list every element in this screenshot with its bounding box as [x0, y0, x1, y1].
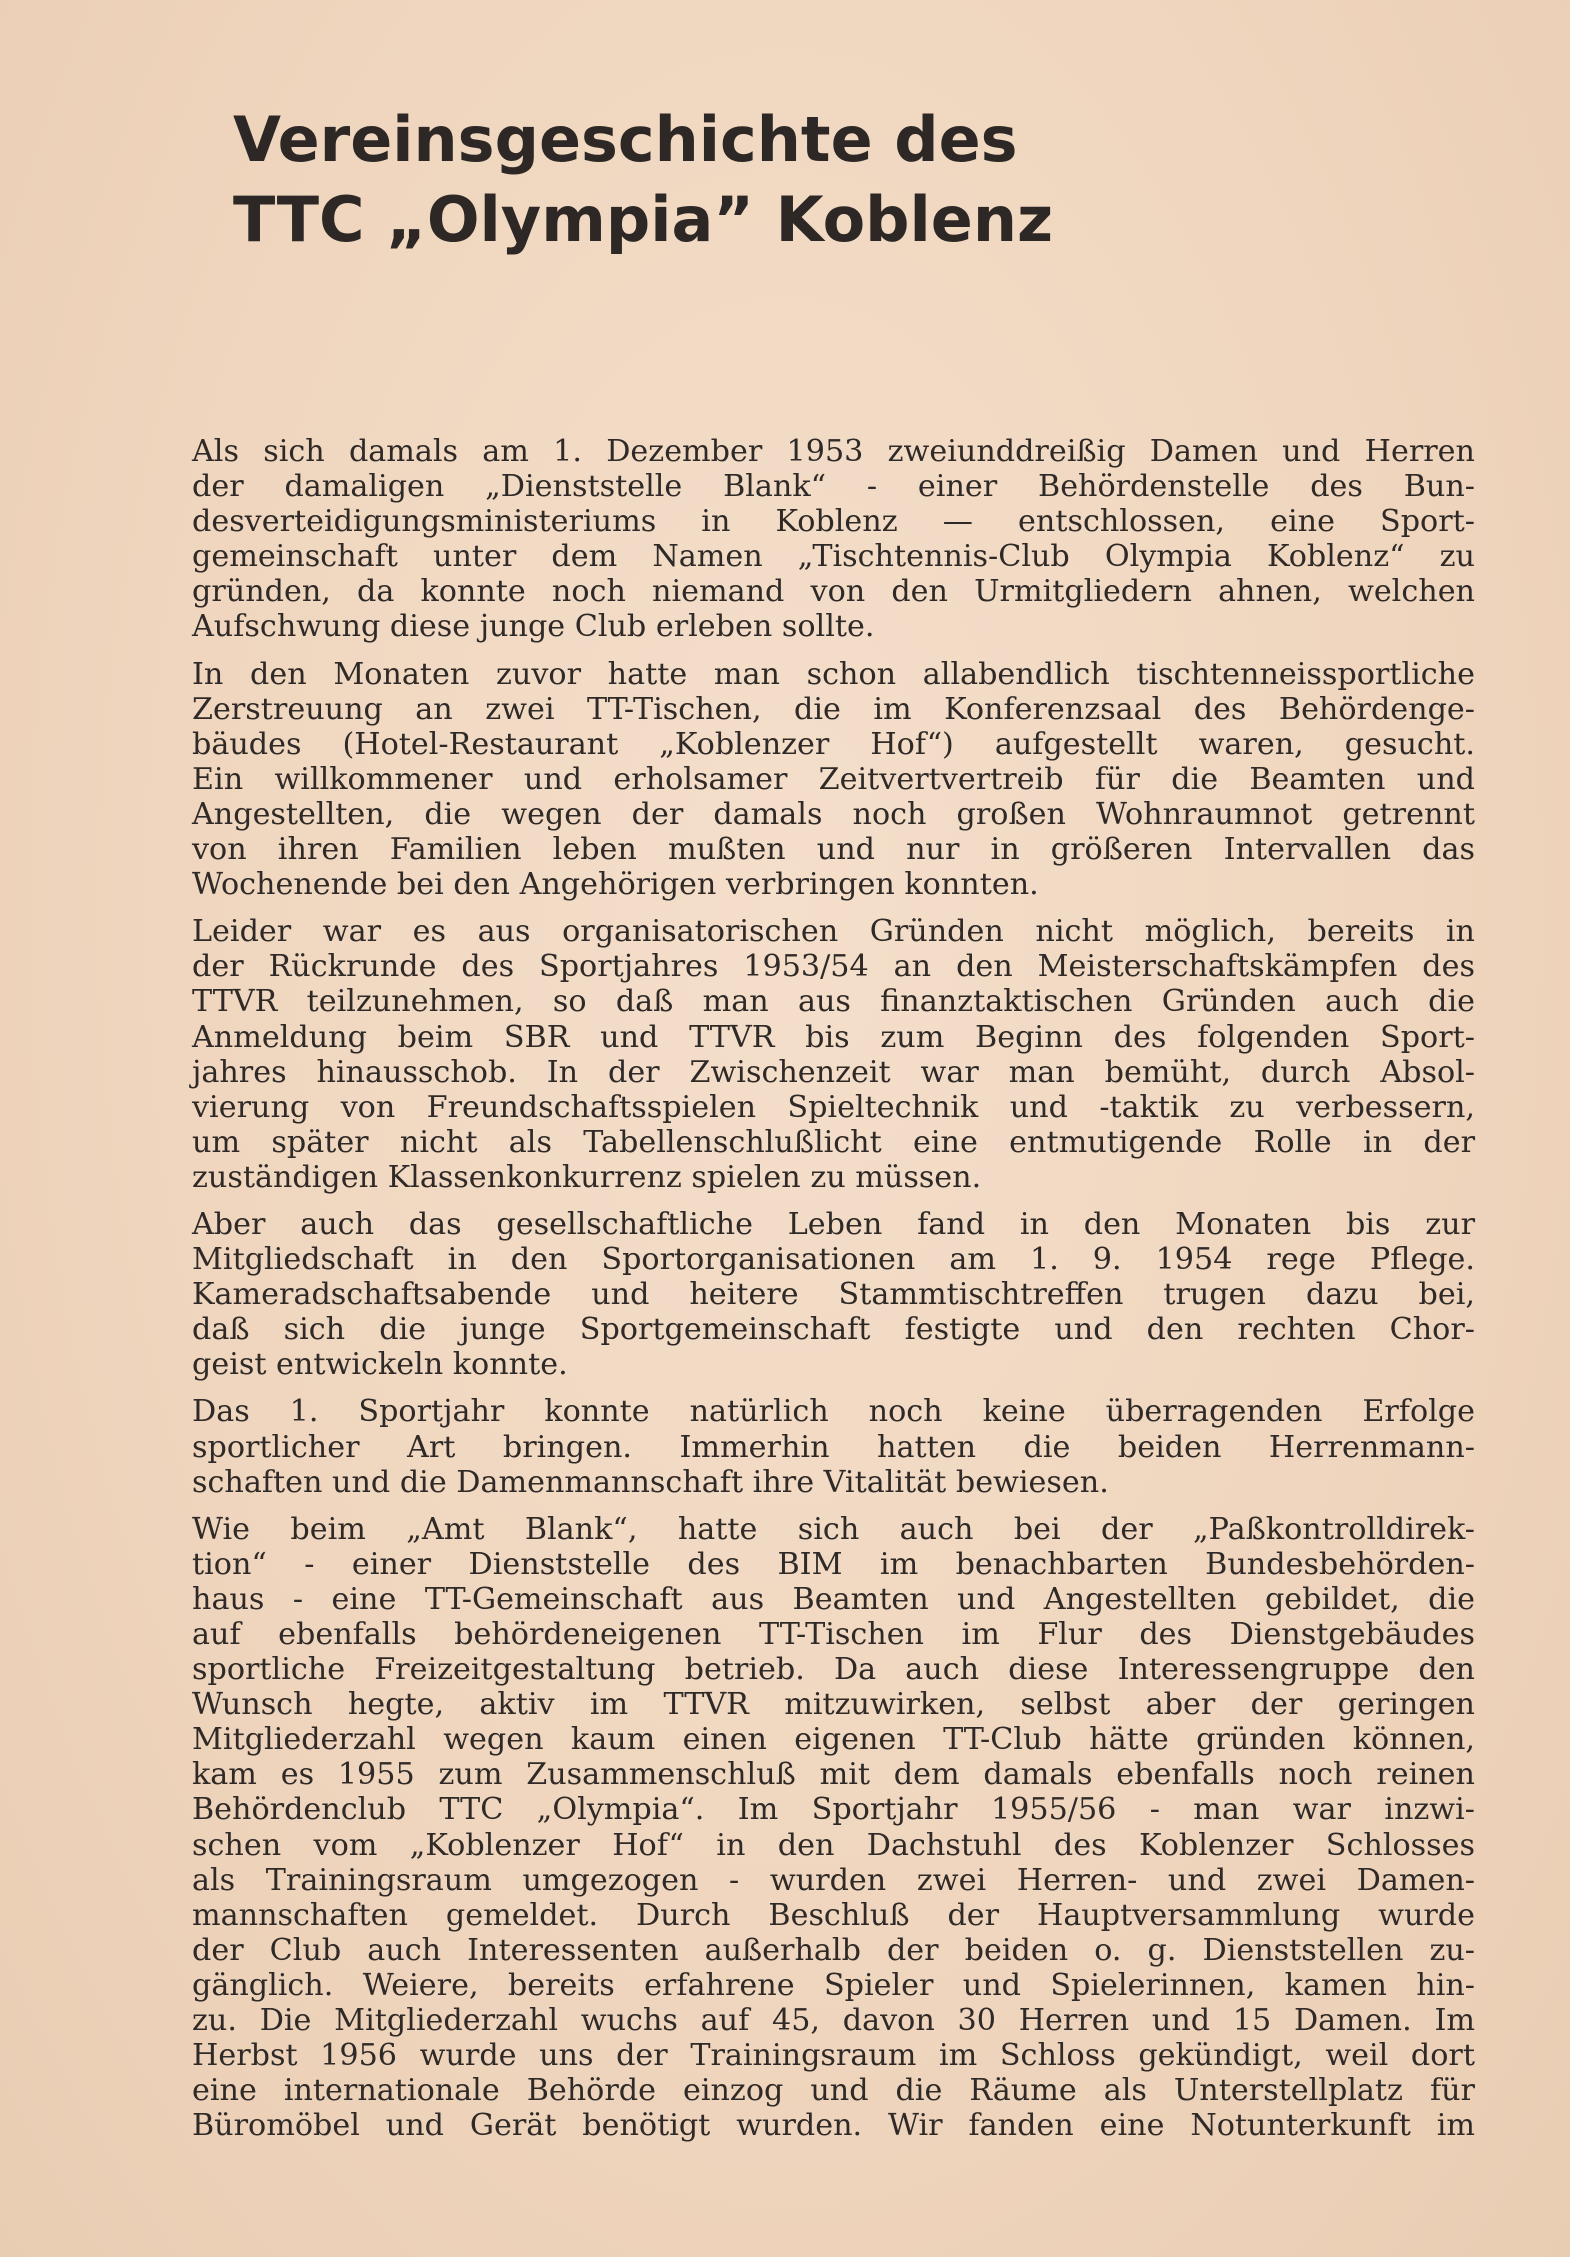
title-line-1: Vereinsgeschichte des [233, 103, 1018, 176]
text-line: auf ebenfalls behördeneigenen TT-Tischen im Flur des Dienstgebäudes [192, 1617, 1475, 1652]
article-body [192, 434, 1475, 2155]
text-line: tion“ - einer Dienststelle des BIM im benachbarten Bundesbehörden- [192, 1546, 1475, 1582]
text-line: sportliche Freizeitgestaltung betrieb. Da auch diese Interessengruppe den [192, 1652, 1475, 1688]
text-line: Wie beim „Amt Blank“, hatte sich auch bei der „Paßkontrolldirek- [192, 1511, 1475, 1547]
text-line: haus - eine TT-Gemeinschaft aus Beamten und Angestellten gebildet, die [192, 1581, 1475, 1617]
text-line: Angestellten, die wegen der damals noch großen Wohnraumnot getrennt [192, 796, 1475, 832]
text-line: Leider war es aus organisatorischen Gründen nicht möglich, bereits in [192, 914, 1475, 950]
text-line: Ein willkommener und erholsamer Zeitvertvertreib für die Beamten und [192, 761, 1475, 797]
text-line: gänglich. Weiere, bereits erfahrene Spieler und Spielerinnen, kamen hin- [192, 1967, 1475, 2003]
paragraph [192, 1394, 1475, 1499]
text-line: kam es 1955 zum Zusammenschluß mit dem damals ebenfalls noch reinen [192, 1757, 1475, 1793]
paragraph [192, 1207, 1475, 1382]
text-line: eine internationale Behörde einzog und die Räume als Unterstellplatz für [192, 2073, 1475, 2109]
text-line: Mitgliederzahl wegen kaum einen eigenen TT-Club hätte gründen können, [192, 1722, 1475, 1758]
text-line: mannschaften gemeldet. Durch Beschluß der Hauptversammlung wurde [192, 1897, 1475, 1933]
text-line: Aufschwung diese junge Club erleben sollte. [192, 609, 875, 645]
text-line: schen vom „Koblenzer Hof“ in den Dachstuhl des Koblenzer Schlosses [192, 1827, 1475, 1863]
text-line: zu. Die Mitgliederzahl wuchs auf 45, davon 30 Herren und 15 Damen. Im [192, 2003, 1475, 2039]
text-line: Herbst 1956 wurde uns der Trainingsraum im Schloss gekündigt, weil dort [192, 2038, 1475, 2074]
text-line: vierung von Freundschaftsspielen Spieltechnik und -taktik zu verbessern, [192, 1089, 1475, 1125]
text-line: desverteidigungsministeriums in Koblenz — entschlossen, eine Sport- [192, 504, 1475, 540]
text-line: Aber auch das gesellschaftliche Leben fand in den Monaten bis zur [192, 1206, 1475, 1242]
text-line: Das 1. Sportjahr konnte natürlich noch keine überragenden Erfolge [192, 1394, 1475, 1430]
text-line: sportlicher Art bringen. Immerhin hatten die beiden Herrenmann- [192, 1429, 1475, 1465]
text-line: Kameradschaftsabende und heitere Stammtischtreffen trugen dazu bei, [192, 1277, 1475, 1313]
text-line: der Club auch Interessenten außerhalb der beiden o. g. Dienststellen zu- [192, 1932, 1475, 1968]
text-line: von ihren Familien leben mußten und nur in größeren Intervallen das [192, 832, 1475, 868]
text-line: jahres hinausschob. In der Zwischenzeit war man bemüht, durch Absol- [192, 1054, 1475, 1090]
text-line: In den Monaten zuvor hatte man schon allabendlich tischtenneissportliche [192, 656, 1475, 692]
article-title [233, 100, 1233, 260]
text-line: schaften und die Damenmannschaft ihre Vitalität bewiesen. [192, 1464, 1109, 1500]
text-line: gründen, da konnte noch niemand von den Urmitgliedern ahnen, welchen [192, 574, 1475, 610]
text-line: um später nicht als Tabellenschlußlicht eine entmutigende Rolle in der [192, 1124, 1475, 1160]
title-line-2: TTC „Olympia” Koblenz [233, 183, 1054, 256]
text-line: gemeinschaft unter dem Namen „Tischtennis-Club Olympia Koblenz“ zu [192, 539, 1475, 575]
text-line: Wunsch hegte, aktiv im TTVR mitzuwirken, selbst aber der geringen [192, 1687, 1475, 1723]
text-line: Anmeldung beim SBR und TTVR bis zum Beginn des folgenden Sport- [192, 1019, 1475, 1055]
text-line: zuständigen Klassenkonkurrenz spielen zu müssen. [192, 1159, 982, 1195]
text-line: Mitgliedschaft in den Sportorganisationen am 1. 9. 1954 rege Pflege. [192, 1242, 1475, 1278]
text-line: geist entwickeln konnte. [192, 1347, 568, 1383]
text-line: der Rückrunde des Sportjahres 1953/54 an den Meisterschaftskämpfen des [192, 949, 1475, 985]
text-line: Büromöbel und Gerät benötigt wurden. Wir fanden eine Notunterkunft im [192, 2108, 1475, 2144]
paragraph [192, 1512, 1475, 2144]
text-line: Wochenende bei den Angehörigen verbringen konnten. [192, 867, 1039, 903]
text-line: TTVR teilzunehmen, so daß man aus finanztaktischen Gründen auch die [192, 984, 1475, 1020]
text-line: daß sich die junge Sportgemeinschaft festigte und den rechten Chor- [192, 1312, 1475, 1348]
text-line: Als sich damals am 1. Dezember 1953 zweiunddreißig Damen und Herren [192, 434, 1475, 469]
paragraph [192, 434, 1475, 645]
paragraph [192, 914, 1475, 1195]
paragraph [192, 657, 1475, 903]
text-line: Behördenclub TTC „Olympia“. Im Sportjahr 1955/56 - man war inzwi- [192, 1792, 1475, 1828]
text-line: bäudes (Hotel-Restaurant „Koblenzer Hof“) aufgestellt waren, gesucht. [192, 726, 1475, 762]
text-line: Zerstreuung an zwei TT-Tischen, die im Konferenzsaal des Behördenge- [192, 691, 1475, 727]
text-line: der damaligen „Dienststelle Blank“ - einer Behördenstelle des Bun- [192, 469, 1475, 505]
text-line: als Trainingsraum umgezogen - wurden zwei Herren- und zwei Damen- [192, 1862, 1475, 1898]
